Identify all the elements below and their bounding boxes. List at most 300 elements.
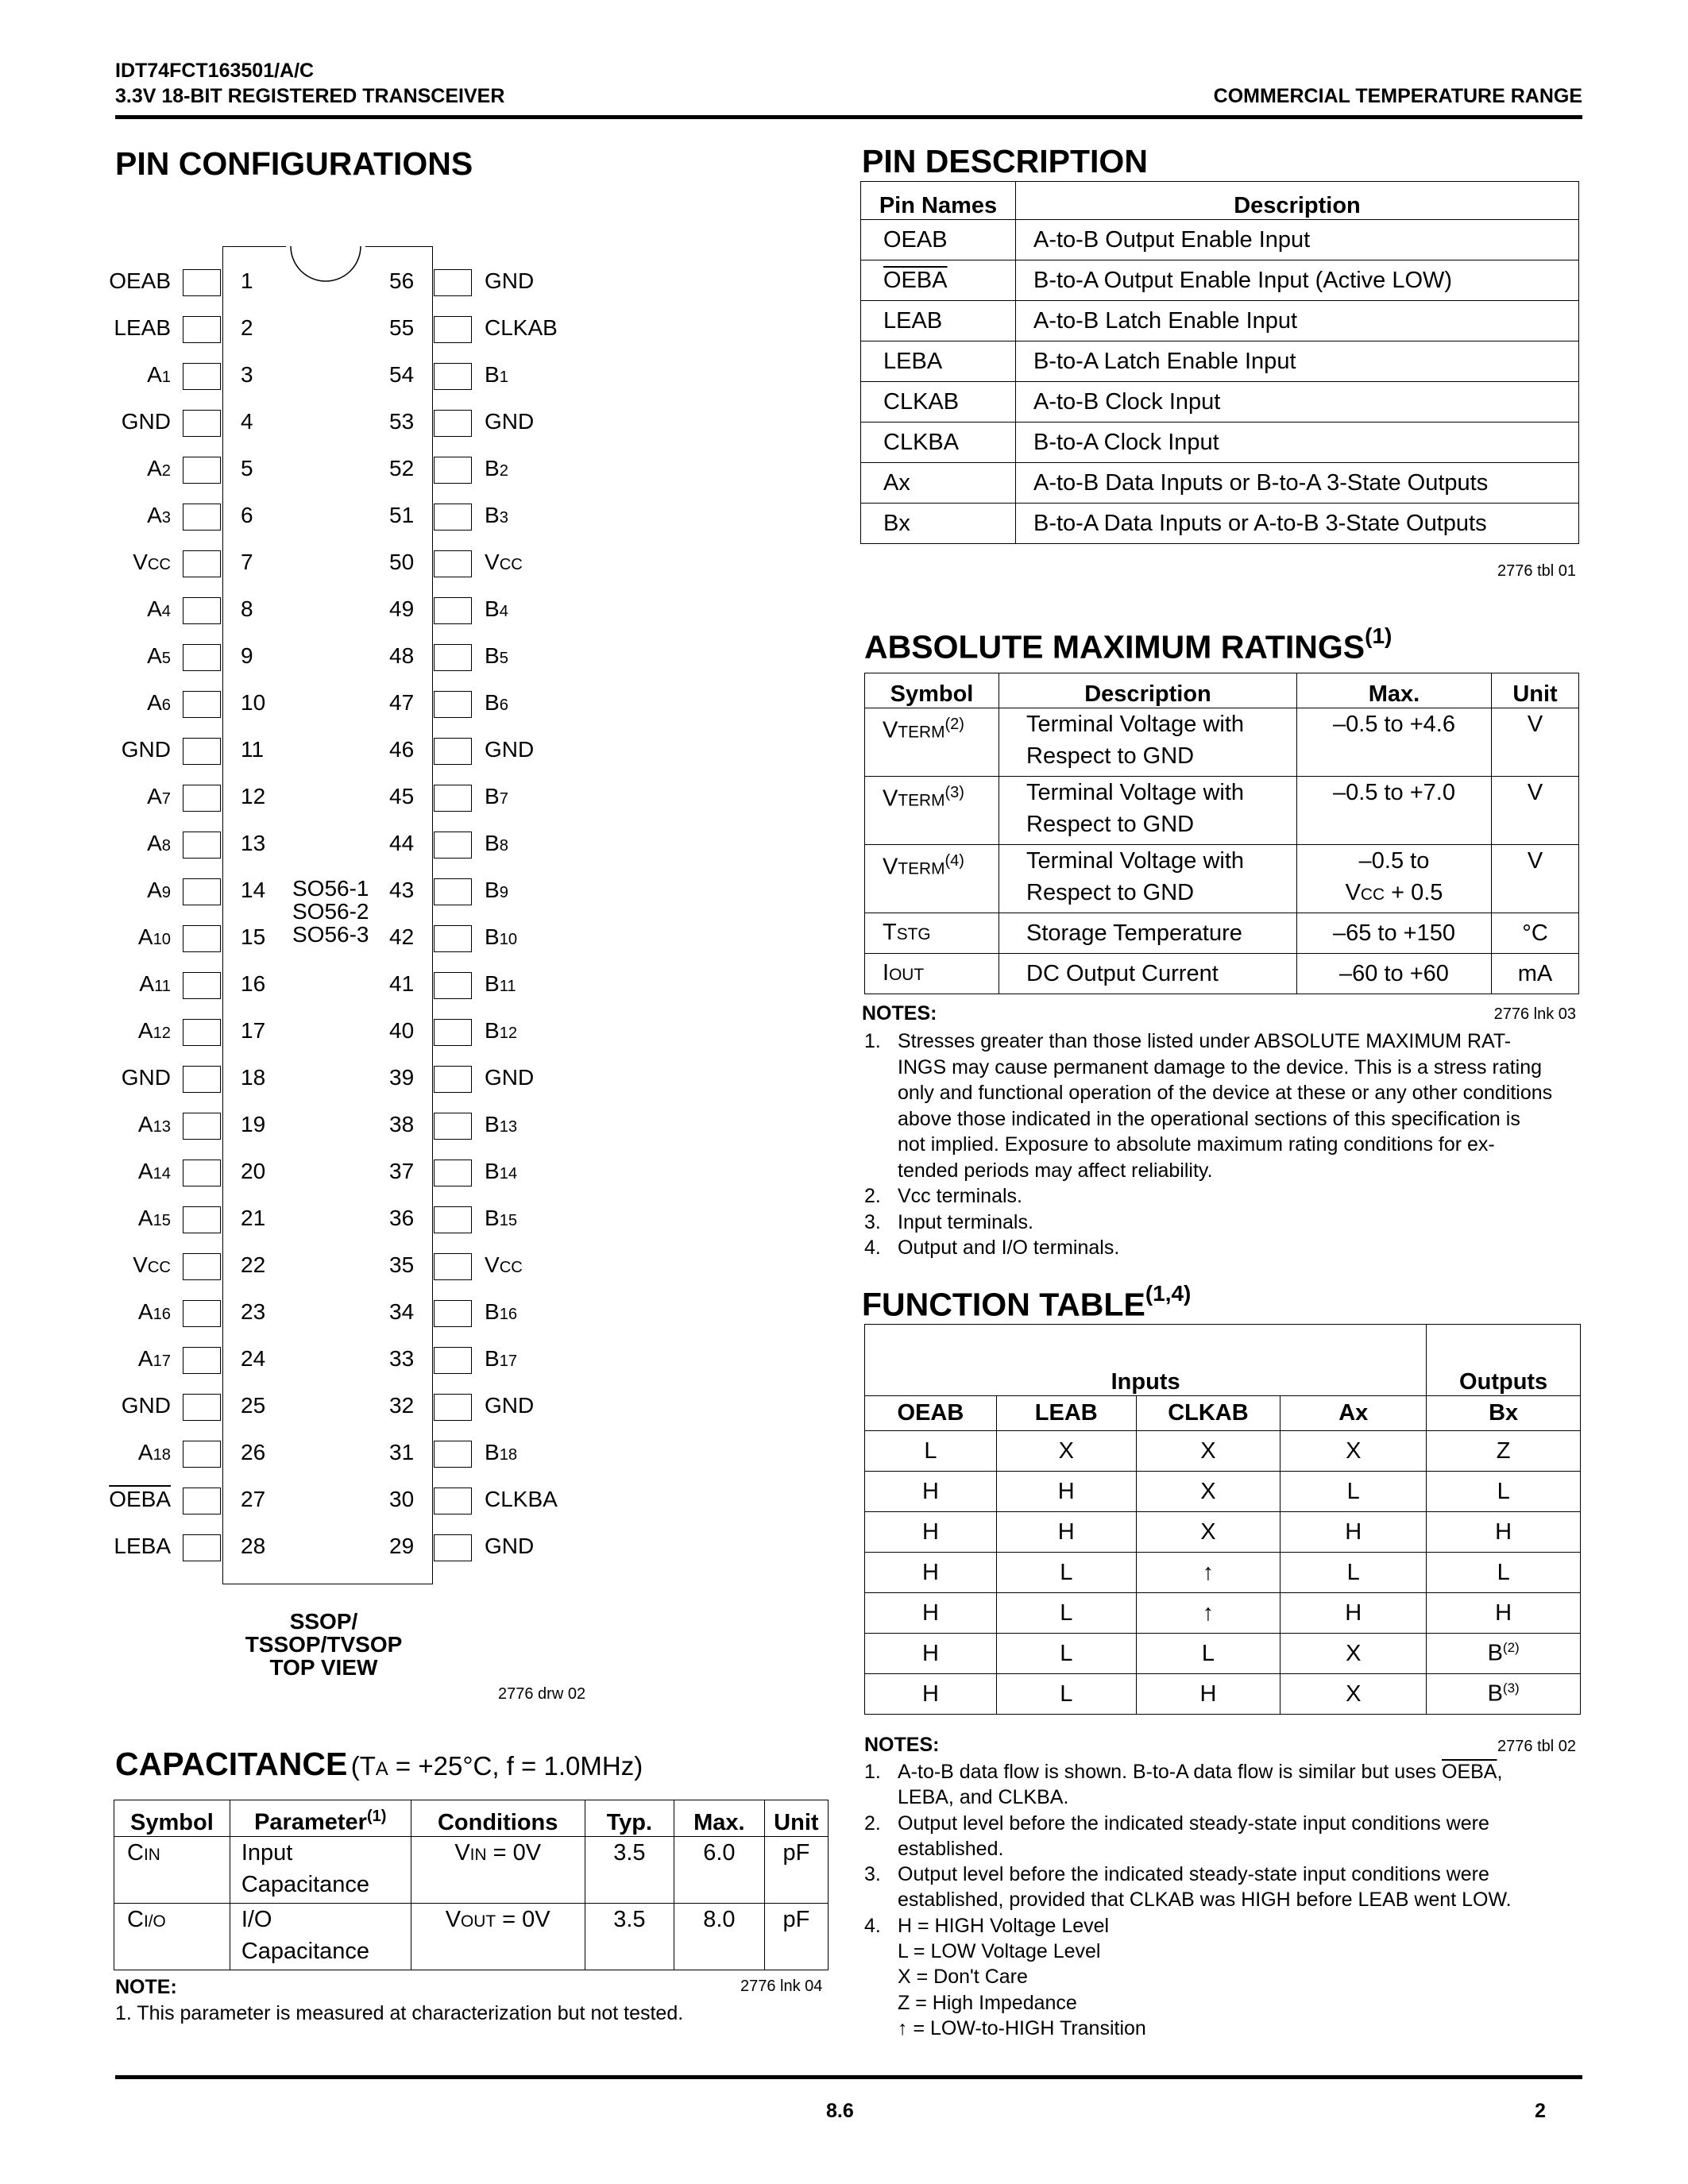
column-header: Description [1016, 182, 1579, 220]
pin-lead [434, 738, 472, 765]
right-pin-name: GND [485, 1393, 535, 1418]
left-pin-number: 3 [241, 362, 253, 387]
left-pin-name: A5 [147, 643, 171, 668]
table-cell: L [1427, 1472, 1581, 1512]
pin-description-title: PIN DESCRIPTION [862, 143, 1148, 179]
header-temperature-range: COMMERCIAL TEMPERATURE RANGE [1213, 85, 1582, 107]
abs-max-table [864, 673, 1579, 994]
pin-lead [183, 1300, 221, 1327]
description-cell: Terminal Voltage with Respect to GND [999, 777, 1297, 845]
description-cell: DC Output Current [999, 954, 1297, 994]
left-pin-name: A2 [147, 456, 171, 480]
table-cell: H [1136, 1674, 1280, 1715]
left-pin-name: LEAB [114, 315, 171, 340]
pin-lead [183, 410, 221, 437]
pin-lead [183, 785, 221, 812]
max-cell: 6.0 [674, 1837, 765, 1904]
left-pin-name: VCC [133, 550, 171, 574]
pin-lead [183, 1488, 221, 1515]
column-header: Parameter$^{(1)}$ [230, 1800, 411, 1837]
left-pin-number: 5 [241, 456, 253, 480]
note-text: Output and I/O terminals. [898, 1237, 1120, 1259]
left-pin-number: 21 [241, 1206, 266, 1230]
right-pin-number: 33 [389, 1346, 415, 1371]
function-table-title [862, 1281, 1192, 1324]
right-pin-number: 35 [389, 1252, 415, 1277]
left-pin-number: 12 [241, 784, 266, 808]
pin-lead [434, 597, 472, 624]
table-cell: H [865, 1634, 997, 1674]
right-pin-name: CLKBA [485, 1487, 558, 1511]
symbol-cell: CIN [114, 1837, 230, 1904]
right-pin-name: B1 [485, 362, 508, 387]
note-text: Stresses greater than those listed under ABSOLUTE MAXIMUM RAT- INGS may cause permanent damage to the device. This is a stress rating only and functional operation of the device at these or any other conditions above those indicated in the operational sections of this specification is not implied. Exposure to absolute maximum rating conditions for ex- tended periods may affect reliability. [898, 1030, 1553, 1182]
pin-lead [434, 316, 472, 343]
inputs-group-header: Inputs [865, 1325, 1427, 1396]
note-text: Input terminals. [898, 1210, 1033, 1233]
pin-lead [183, 738, 221, 765]
header-part-number: IDT74FCT163501/A/C [115, 60, 315, 82]
right-pin-number: 47 [389, 690, 415, 715]
pin-lead [183, 1160, 221, 1187]
pin-lead [183, 316, 221, 343]
table-cell: X [1280, 1431, 1427, 1472]
right-pin-number: 34 [389, 1299, 415, 1324]
pin-name-cell: OEBA [861, 260, 1016, 301]
table-cell: H [865, 1512, 997, 1553]
function-table-ref: 2776 tbl 02 [1497, 1738, 1576, 1755]
left-pin-number: 23 [241, 1299, 266, 1324]
left-pin-number: 19 [241, 1112, 266, 1136]
max-cell: –0.5 to VCC + 0.5 [1297, 845, 1492, 913]
right-pin-number: 44 [389, 831, 415, 855]
table-cell: H [996, 1472, 1136, 1512]
pin-lead [183, 644, 221, 671]
pin-description-table [860, 181, 1579, 544]
pin-lead [434, 410, 472, 437]
pin-lead [434, 550, 472, 577]
description-cell: Storage Temperature [999, 913, 1297, 954]
column-header: Max. [1297, 673, 1492, 708]
left-pin-name: A17 [137, 1346, 171, 1371]
left-pin-name: A6 [147, 690, 171, 715]
package-codes [292, 877, 369, 946]
left-pin-name: A18 [137, 1440, 171, 1464]
column-header: OEAB [865, 1396, 997, 1431]
note-item [864, 1235, 1579, 1261]
table-row [865, 1512, 1581, 1553]
note-number: 3. [864, 1210, 881, 1233]
outputs-group-header: Outputs [1427, 1325, 1581, 1396]
unit-cell: V [1492, 777, 1579, 845]
pin-diagram [0, 0, 794, 1747]
left-pin-number: 7 [241, 550, 253, 574]
note-item [864, 1862, 1579, 1913]
table-cell: L [1280, 1472, 1427, 1512]
right-pin-number: 51 [389, 503, 415, 527]
left-pin-name: A3 [147, 503, 171, 527]
pin-lead [434, 1113, 472, 1140]
pin-lead [434, 1206, 472, 1233]
symbol-cell: CI/O [114, 1904, 230, 1970]
table-row [865, 1674, 1581, 1715]
table-row [861, 423, 1579, 463]
right-pin-number: 55 [389, 315, 415, 340]
pin-lead [434, 972, 472, 999]
right-pin-name: B4 [485, 596, 508, 621]
pin-name-cell: Ax [861, 463, 1016, 504]
note-number: 3. [864, 1863, 881, 1886]
description-cell: B-to-A Output Enable Input (Active LOW) [1016, 260, 1579, 301]
table-row [865, 777, 1579, 845]
right-pin-number: 31 [389, 1440, 415, 1464]
left-pin-number: 17 [241, 1018, 266, 1043]
pin-lead [183, 925, 221, 952]
pin-lead [183, 1534, 221, 1561]
package-label-line: TSSOP/TVSOP [245, 1632, 403, 1657]
pin-lead [434, 363, 472, 390]
pin-lead [183, 1394, 221, 1421]
note-number: 1. [864, 1761, 881, 1783]
table-row [861, 341, 1579, 382]
description-cell: A-to-B Clock Input [1016, 382, 1579, 423]
table-cell: H [1427, 1593, 1581, 1634]
table-row [865, 954, 1579, 994]
parameter-cell: Input Capacitance [230, 1837, 411, 1904]
description-cell: Terminal Voltage with Respect to GND [999, 845, 1297, 913]
right-pin-name: GND [485, 409, 535, 434]
table-row [861, 301, 1579, 341]
symbol-cell: VTERM$^{(2)}$ [865, 708, 999, 777]
column-header: Symbol [114, 1800, 230, 1837]
table-cell: $B^{(2)}$ [1427, 1634, 1581, 1674]
description-cell: B-to-A Latch Enable Input [1016, 341, 1579, 382]
column-header: Unit [1492, 673, 1579, 708]
conditions-cell: VOUT = 0V [411, 1904, 585, 1970]
capacitance-note-title: NOTE: [115, 1976, 177, 1998]
note-item [864, 1210, 1579, 1236]
unit-cell: pF [764, 1837, 828, 1904]
pin-lead [434, 1300, 472, 1327]
abs-max-notes-title: NOTES: [862, 1002, 937, 1024]
pin-lead [434, 1347, 472, 1374]
pin-lead [183, 504, 221, 531]
note-number: 4. [864, 1914, 881, 1937]
right-pin-number: 43 [389, 878, 415, 902]
typ-cell: 3.5 [585, 1837, 674, 1904]
pin-lead [434, 691, 472, 718]
right-pin-name: B6 [485, 690, 508, 715]
right-pin-name: B16 [485, 1299, 518, 1324]
table-row [861, 382, 1579, 423]
table-cell: H [865, 1553, 997, 1593]
pin-lead [434, 1441, 472, 1468]
table-cell: X [1136, 1472, 1280, 1512]
column-header: LEAB [996, 1396, 1136, 1431]
pin-lead [183, 1019, 221, 1046]
right-pin-number: 39 [389, 1065, 415, 1090]
pin-lead [183, 269, 221, 296]
left-pin-name: A14 [137, 1159, 171, 1183]
right-pin-number: 32 [389, 1393, 415, 1418]
left-pin-name: A9 [147, 878, 171, 902]
left-pin-name: OEAB [109, 268, 171, 293]
pin-name-cell: CLKAB [861, 382, 1016, 423]
column-header: Pin Names [861, 182, 1016, 220]
right-pin-number: 41 [389, 971, 415, 996]
pin-lead [183, 550, 221, 577]
table-row [865, 1472, 1581, 1512]
package-label [199, 1610, 449, 1679]
left-pin-number: 16 [241, 971, 266, 996]
left-pin-name: GND [121, 1393, 171, 1418]
note-number: 2. [864, 1812, 881, 1835]
description-cell: A-to-B Data Inputs or B-to-A 3-State Outputs [1016, 463, 1579, 504]
note-text: Vcc terminals. [898, 1185, 1022, 1207]
note-item [864, 1913, 1579, 2042]
table-cell: L [996, 1634, 1136, 1674]
description-cell: Terminal Voltage with Respect to GND [999, 708, 1297, 777]
package-label-line: TOP VIEW [269, 1655, 378, 1680]
right-pin-number: 54 [389, 362, 415, 387]
pin-lead [434, 1488, 472, 1515]
capacitance-heading [115, 1746, 643, 1783]
left-pin-number: 28 [241, 1534, 266, 1558]
function-table-notes-title: NOTES: [864, 1734, 940, 1756]
pin-lead [183, 832, 221, 859]
right-pin-name: B13 [485, 1112, 518, 1136]
table-cell: Z [1427, 1431, 1581, 1472]
pin-lead [434, 504, 472, 531]
pin-name-cell: Bx [861, 504, 1016, 544]
left-pin-number: 18 [241, 1065, 266, 1090]
right-pin-name: B17 [485, 1346, 518, 1371]
header-subtitle: 3.3V 18-BIT REGISTERED TRANSCEIVER [115, 85, 505, 107]
capacitance-ref: 2776 lnk 04 [740, 1978, 823, 1995]
table-row [865, 845, 1579, 913]
function-table-title-text: FUNCTION TABLE [862, 1286, 1145, 1323]
right-pin-name: VCC [485, 550, 523, 574]
table-cell: H [1280, 1512, 1427, 1553]
table-cell: L [996, 1553, 1136, 1593]
right-pin-name: B11 [485, 971, 516, 996]
pin-lead [434, 644, 472, 671]
pin-name-cell: LEAB [861, 301, 1016, 341]
pin-config-title: PIN CONFIGURATIONS [115, 145, 473, 182]
table-row [865, 1634, 1581, 1674]
pin-lead [183, 1206, 221, 1233]
table-cell: H [865, 1472, 997, 1512]
table-row [865, 708, 1579, 777]
right-pin-name: B5 [485, 643, 508, 668]
table-row [861, 504, 1579, 544]
table-cell: L [996, 1593, 1136, 1634]
right-pin-name: VCC [485, 1252, 523, 1277]
right-pin-number: 49 [389, 596, 415, 621]
pin-lead [183, 972, 221, 999]
right-pin-name: B7 [485, 784, 508, 808]
left-pin-number: 26 [241, 1440, 266, 1464]
table-row [865, 1553, 1581, 1593]
package-code: SO56-3 [292, 922, 369, 947]
table-cell: X [996, 1431, 1136, 1472]
table-cell: L [1427, 1553, 1581, 1593]
package-label-line: SSOP/ [289, 1609, 358, 1634]
unit-cell: mA [1492, 954, 1579, 994]
description-cell: A-to-B Latch Enable Input [1016, 301, 1579, 341]
note-item [864, 1028, 1579, 1183]
pin-lead [434, 1253, 472, 1280]
table-row [861, 220, 1579, 260]
left-pin-number: 2 [241, 315, 253, 340]
table-cell: L [1280, 1553, 1427, 1593]
max-cell: –60 to +60 [1297, 954, 1492, 994]
typ-cell: 3.5 [585, 1904, 674, 1970]
left-pin-name: A4 [147, 596, 171, 621]
table-cell: H [865, 1674, 997, 1715]
pin-lead [434, 1019, 472, 1046]
left-pin-number: 4 [241, 409, 253, 434]
left-pin-name: GND [121, 409, 171, 434]
right-pin-name: B18 [485, 1440, 518, 1464]
pin-lead [183, 1347, 221, 1374]
table-row [114, 1904, 829, 1970]
abs-max-title-text: ABSOLUTE MAXIMUM RATINGS [864, 628, 1365, 666]
left-pin-number: 20 [241, 1159, 266, 1183]
pin-lead [434, 1534, 472, 1561]
right-pin-number: 46 [389, 737, 415, 762]
column-header: Conditions [411, 1800, 585, 1837]
table-cell: ↑ [1136, 1593, 1280, 1634]
pin-lead [434, 269, 472, 296]
column-header: Bx [1427, 1396, 1581, 1431]
capacitance-note: 1. This parameter is measured at characterization but not tested. [115, 2002, 684, 2024]
pin-lead [183, 1441, 221, 1468]
right-pin-name: B2 [485, 456, 508, 480]
max-cell: 8.0 [674, 1904, 765, 1970]
pin-lead [183, 597, 221, 624]
note-number: 2. [864, 1185, 881, 1207]
left-pin-name: A7 [147, 784, 171, 808]
right-pin-number: 48 [389, 643, 415, 668]
left-pin-name: GND [121, 1065, 171, 1090]
right-pin-name: B12 [485, 1018, 518, 1043]
right-pin-name: B8 [485, 831, 508, 855]
table-cell: H [1280, 1593, 1427, 1634]
left-pin-number: 13 [241, 831, 266, 855]
left-pin-name: A15 [137, 1206, 171, 1230]
max-cell: –0.5 to +7.0 [1297, 777, 1492, 845]
pin-lead [183, 457, 221, 484]
right-pin-number: 40 [389, 1018, 415, 1043]
table-cell: X [1136, 1512, 1280, 1553]
table-cell: L [996, 1674, 1136, 1715]
pin-lead [434, 925, 472, 952]
pin-name-cell: LEBA [861, 341, 1016, 382]
right-pin-number: 30 [389, 1487, 415, 1511]
pin-lead [183, 878, 221, 905]
table-row [865, 1431, 1581, 1472]
left-pin-number: 10 [241, 690, 266, 715]
pin-lead [434, 457, 472, 484]
pin-lead [183, 1253, 221, 1280]
right-pin-number: 53 [389, 409, 415, 434]
left-pin-name: A8 [147, 831, 171, 855]
left-pin-number: 27 [241, 1487, 266, 1511]
right-pin-name: B3 [485, 503, 508, 527]
table-cell: H [996, 1512, 1136, 1553]
footer-rule [115, 2075, 1582, 2079]
capacitance-conditions: (TA = +25°C, f = 1.0MHz) [350, 1751, 643, 1781]
symbol-cell: VTERM$^{(4)}$ [865, 845, 999, 913]
right-pin-name: B15 [485, 1206, 518, 1230]
max-cell: –0.5 to +4.6 [1297, 708, 1492, 777]
table-row [865, 1593, 1581, 1634]
column-header: Symbol [865, 673, 999, 708]
function-table-title-sup: (1,4) [1145, 1281, 1192, 1306]
capacitance-table [114, 1800, 829, 1970]
right-pin-number: 29 [389, 1534, 415, 1558]
table-cell: ↑ [1136, 1553, 1280, 1593]
pin-name-cell: OEAB [861, 220, 1016, 260]
right-pin-number: 56 [389, 268, 415, 293]
table-cell: X [1136, 1431, 1280, 1472]
unit-cell: °C [1492, 913, 1579, 954]
right-pin-number: 52 [389, 456, 415, 480]
right-pin-number: 38 [389, 1112, 415, 1136]
left-pin-number: 6 [241, 503, 253, 527]
function-table [864, 1324, 1581, 1715]
description-cell: A-to-B Output Enable Input [1016, 220, 1579, 260]
right-pin-name: GND [485, 268, 535, 293]
left-pin-number: 8 [241, 596, 253, 621]
footer-section: 8.6 [826, 2100, 854, 2122]
right-pin-name: B10 [485, 924, 518, 949]
left-pin-number: 1 [241, 268, 253, 293]
abs-max-title-sup: (1) [1365, 623, 1393, 648]
note-text: Output level before the indicated steady-state input conditions were established, provided that CLKAB was HIGH before LEAB went LOW. [898, 1863, 1512, 1912]
parameter-cell: I/O Capacitance [230, 1904, 411, 1970]
left-pin-number: 14 [241, 878, 266, 902]
right-pin-name: GND [485, 737, 535, 762]
right-pin-name: B9 [485, 878, 508, 902]
column-header: Description [999, 673, 1297, 708]
right-pin-number: 36 [389, 1206, 415, 1230]
pin-description-ref: 2776 tbl 01 [1497, 562, 1576, 580]
note-text: A-to-B data flow is shown. B-to-A data flow is similar but uses OEBA, LEBA, and CLKBA. [898, 1761, 1503, 1809]
pin-lead [434, 878, 472, 905]
description-cell: B-to-A Data Inputs or A-to-B 3-State Outputs [1016, 504, 1579, 544]
left-pin-number: 9 [241, 643, 253, 668]
left-pin-number: 25 [241, 1393, 266, 1418]
note-number: 4. [864, 1237, 881, 1259]
table-cell: H [865, 1593, 997, 1634]
table-cell: L [865, 1431, 997, 1472]
table-cell: $B^{(3)}$ [1427, 1674, 1581, 1715]
right-pin-name: GND [485, 1065, 535, 1090]
left-pin-name: A10 [137, 924, 171, 949]
pin-lead [434, 1160, 472, 1187]
package-code: SO56-1 [292, 876, 369, 901]
left-pin-number: 11 [241, 737, 265, 762]
note-text: Output level before the indicated steady-state input conditions were established. [898, 1812, 1489, 1860]
table-cell: X [1280, 1634, 1427, 1674]
left-pin-name: A1 [147, 362, 171, 387]
package-code: SO56-2 [292, 899, 369, 924]
pin-name-cell: CLKBA [861, 423, 1016, 463]
left-pin-name: GND [121, 737, 171, 762]
pin-lead [183, 363, 221, 390]
